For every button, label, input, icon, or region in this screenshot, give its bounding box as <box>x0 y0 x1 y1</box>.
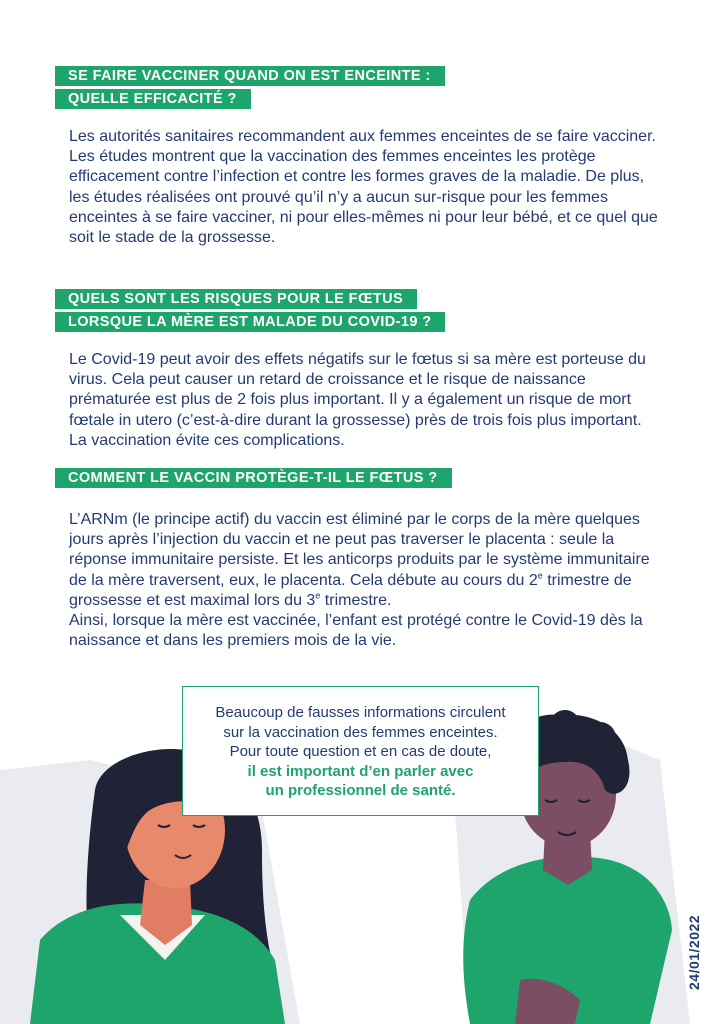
section-2-heading <box>55 289 445 335</box>
section-3-p1-sup-2: e <box>315 590 321 601</box>
section-2-heading-line-1: QUELS SONT LES RISQUES POUR LE FŒTUS <box>55 289 417 309</box>
section-2-paragraph-1: Le Covid-19 peut avoir des effets négatifs sur le fœtus si sa mère est porteuse du virus. Cela peut causer un retard de croissance et le risque de naissance prématurée est plus de 2 fois plus important. Il y a également un risque de mort fœtale in utero (c’est-à-dire durant la grossesse) près de trois fois plus important. La vaccination évite ces complications. <box>69 351 646 449</box>
section-3-p1-sup-1: e <box>537 570 543 581</box>
callout-line-3: Pour toute question et en cas de doute, <box>229 743 492 760</box>
callout-line-2: sur la vaccination des femmes enceintes. <box>223 723 498 741</box>
section-3-paragraph-2: Ainsi, lorsque la mère est vaccinée, l’enfant est protégé contre le Covid-19 dès la naissance et dans les premiers mois de la vie. <box>69 612 643 650</box>
section-1-paragraph-1: Les autorités sanitaires recommandent aux femmes enceintes de se faire vacciner. <box>69 128 656 145</box>
callout-box <box>182 686 539 816</box>
section-3-heading-line-1: COMMENT LE VACCIN PROTÈGE-T-IL LE FŒTUS ? <box>55 468 452 488</box>
section-3-body <box>69 510 659 651</box>
document-date: 24/01/2022 <box>686 914 702 990</box>
section-1-body <box>69 127 659 248</box>
section-3-p1-text-a: L’ARNm (le principe actif) du vaccin est éliminé par le corps de la mère quelques jours après l’injection du vaccin et ne peut pas traverser le placenta : seule la réponse immunitaire persiste. Et les anticorps produits par le système immunitaire de la mère traversent, eux, le placenta. Cela débute au cours du 2 <box>69 511 650 589</box>
section-1-heading-line-2: QUELLE EFFICACITÉ ? <box>55 89 251 109</box>
section-3-heading <box>55 468 452 491</box>
callout-line-4: il est important d’en parler avec <box>247 762 474 780</box>
woman-right-hair-curl-2 <box>584 722 616 754</box>
section-1-paragraph-2: Les études montrent que la vaccination des femmes enceintes les protège efficacement contre l’infection et contre les formes graves de la maladie. De plus, les études réalisées ont prouvé qu’il n’y a aucun sur-risque pour les femmes enceintes à se faire vacciner, ni pour elles-mêmes ni pour leur bébé, et ce quel que soit le stade de la grossesse. <box>69 148 658 247</box>
callout-line-5: un professionnel de santé. <box>265 782 456 799</box>
section-1-heading-line-1: SE FAIRE VACCINER QUAND ON EST ENCEINTE : <box>55 66 445 86</box>
section-3-p1-text-c: trimestre. <box>320 591 392 609</box>
callout-line-1: Beaucoup de fausses informations circulent <box>215 704 506 721</box>
woman-right-hair-curl-3 <box>550 710 580 740</box>
section-2-body <box>69 350 659 451</box>
section-3-paragraph-1 <box>69 510 659 611</box>
section-3-p1-text-b: trimestre de grossesse et est maximal lors du 3 <box>69 571 632 609</box>
section-2-heading-line-2: LORSQUE LA MÈRE EST MALADE DU COVID-19 ? <box>55 312 445 332</box>
section-1-heading <box>55 66 445 112</box>
